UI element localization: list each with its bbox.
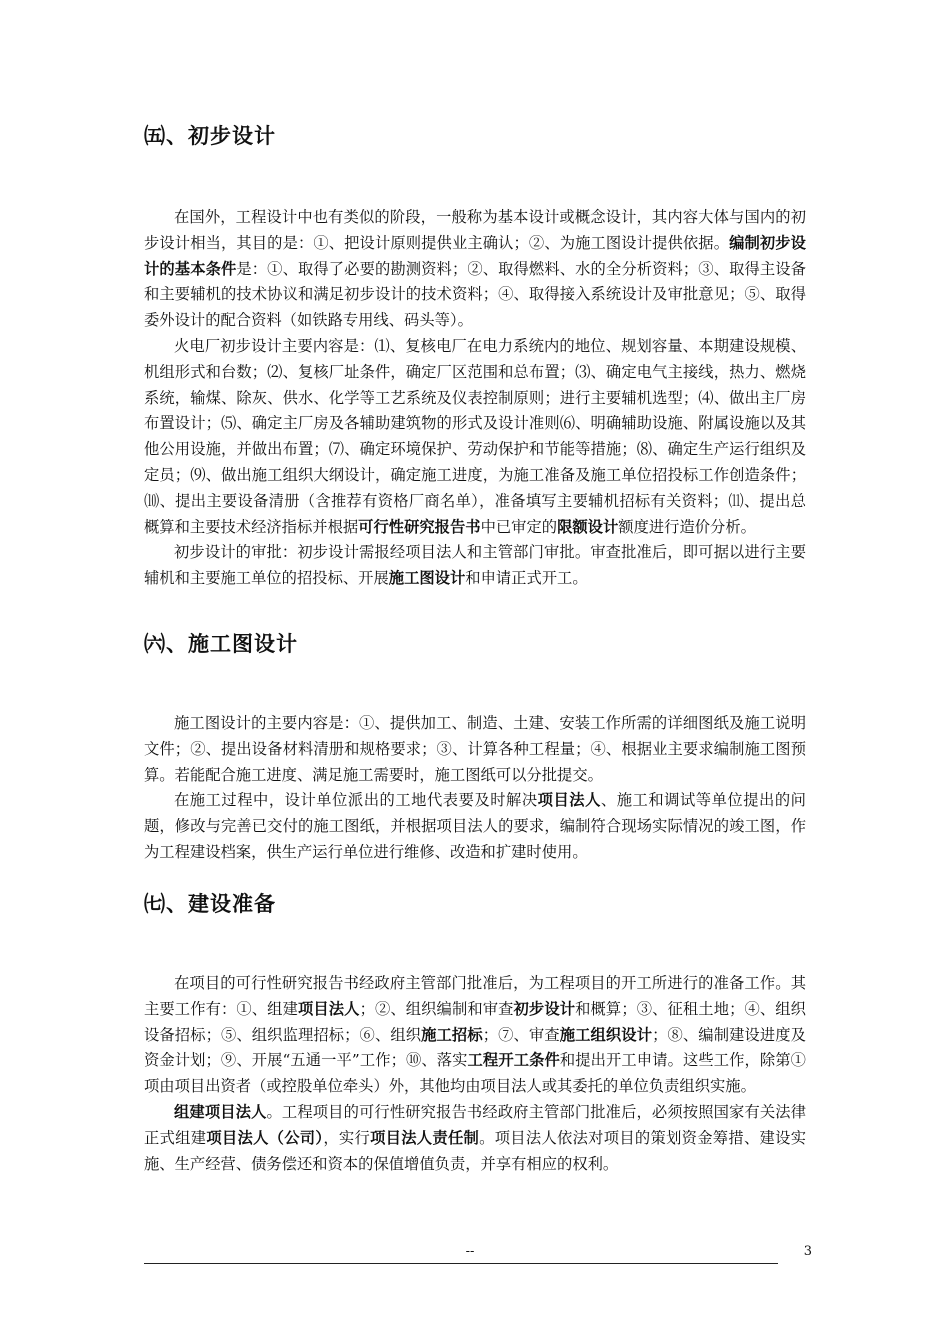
section-body-construction-drawing-design	[144, 711, 806, 866]
text-run: 、施工和调试等单位提出的问题，修改与完善已交付的施工图纸，并根据项目法人的要求，编制符合现场实际情况的竣工图，作为工程建设档案，供生产运行单位进行维修、改造和扩建时使用。	[144, 791, 806, 861]
text-run: ；②、组织编制和审查	[359, 999, 514, 1018]
bold-term: 工程开工条件	[467, 1051, 560, 1070]
text-run: 火电厂初步设计主要内容是：⑴、复核电厂在电力系统内的地位、规划容量、本期建设规模、机组形式和台数；⑵、复核厂址条件，确定厂区范围和总布置；⑶、确定电气主接线，热力、燃烧系统，输煤、除灰、供水、化学等工艺系统及仪表控制原则；进行主要辅机选型；⑷、做出主厂房布置设计；⑸、确定主厂房及各辅助建筑物的形式及设计准则⑹、明确辅助设施、附属设施以及其他公用设施，并做出布置；⑺、确定环境保护、劳动保护和节能等措施；⑻、确定生产运行组织及定员；⑼、做出施工组织大纲设计，确定施工进度，为施工准备及施工单位招投标工作创造条件；⑽、提出主要设备清册（含推荐有资格厂商名单），准备填写主要辅机招标有关资料；⑾、提出总概算和主要技术经济指标并根据	[144, 336, 806, 536]
bold-term: 施工组织设计	[559, 1025, 653, 1044]
bold-term: 施工招标	[421, 1025, 483, 1044]
section-body-preliminary-design	[144, 205, 806, 592]
bold-term: 可行性研究报告书	[358, 517, 481, 536]
text-run: 在项目的可行性研究报告书经政府主管部门批准后，为工程项目的开工所进行的准备工作。其主要工作有：①、组建	[144, 974, 806, 1018]
text-run: ，实行	[323, 1128, 371, 1147]
bold-term: 项目法人	[537, 791, 601, 810]
paragraph	[144, 788, 806, 865]
section-heading-construction-drawing-design: ㈥、施工图设计	[144, 632, 298, 656]
text-run: 。工程项目的可行性研究报告书经政府主管部门批准后，必须按照国家有关法律正式组建	[144, 1102, 806, 1147]
bold-term: 编制初步设计的基本条件	[144, 233, 806, 278]
bold-term: 项目法人	[297, 999, 360, 1018]
text-run: 施工图设计的主要内容是：①、提供加工、制造、土建、安装工作所需的详细图纸及施工说明文件；②、提出设备材料清册和规格要求；③、计算各种工程量；④、根据业主要求编制施工图预算。若能配合施工进度、满足施工需要时，施工图纸可以分批提交。	[144, 714, 806, 784]
paragraph	[144, 971, 806, 1100]
section-heading-construction-preparation: ㈦、建设准备	[144, 892, 276, 916]
section-heading-preliminary-design: ㈤、初步设计	[144, 124, 276, 148]
paragraph	[144, 540, 806, 592]
text-run: 。项目法人依法对项目的策划资金筹措、建设实施、生产经营、债务偿还和资本的保值增值负责，并享有相应的权利。	[144, 1128, 806, 1173]
bold-term: 项目法人（公司）	[206, 1128, 324, 1147]
section-body-construction-preparation	[144, 971, 806, 1177]
footer-rule	[144, 1263, 778, 1264]
paragraph	[144, 334, 806, 540]
text-run: 和提出开工申请。这些工作，除第①项由项目出资者（或控股单位牵头）外，其他均由项目法人或其委托的单位负责组织实施。	[144, 1051, 806, 1096]
bold-term: 初步设计	[513, 999, 576, 1018]
bold-term: 项目法人责任制	[370, 1128, 480, 1147]
footer-marker: --	[465, 1244, 475, 1259]
page-number: 3	[803, 1244, 812, 1259]
paragraph	[144, 711, 806, 788]
text-run: 初步设计的审批：初步设计需报经项目法人和主管部门审批。审查批准后，即可据以进行主要辅机和主要施工单位的招投标、开展	[144, 543, 806, 588]
text-run: 中已审定的	[480, 517, 558, 536]
bold-term: 组建项目法人	[174, 1102, 267, 1121]
text-run: ；⑧、编制建设进度及资金计划；⑨、开展“五通一平”工作；⑩、落实	[144, 1025, 806, 1070]
text-run: ；⑦、审查	[482, 1025, 560, 1044]
paragraph	[144, 1100, 806, 1177]
text-run: 在施工过程中，设计单位派出的工地代表要及时解决	[174, 791, 538, 810]
bold-term: 限额设计	[557, 517, 619, 536]
text-run: 和申请正式开工。	[465, 569, 588, 588]
paragraph	[144, 205, 806, 334]
text-run: 是：①、取得了必要的勘测资料；②、取得燃料、水的全分析资料；③、取得主设备和主要辅机的技术协议和满足初步设计的技术资料；④、取得接入系统设计及审批意见；⑤、取得委外设计的配合资料（如铁路专用线、码头等）。	[144, 259, 806, 330]
text-run: 和概算；③、征租土地；④、组织设备招标；⑤、组织监理招标；⑥、组织	[144, 999, 806, 1044]
bold-term: 施工图设计	[388, 569, 466, 588]
text-run: 额度进行造价分析。	[618, 517, 756, 536]
text-run: 在国外，工程设计中也有类似的阶段，一般称为基本设计或概念设计，其内容大体与国内的初步设计相当，其目的是：①、把设计原则提供业主确认；②、为施工图设计提供依据。	[144, 208, 806, 252]
